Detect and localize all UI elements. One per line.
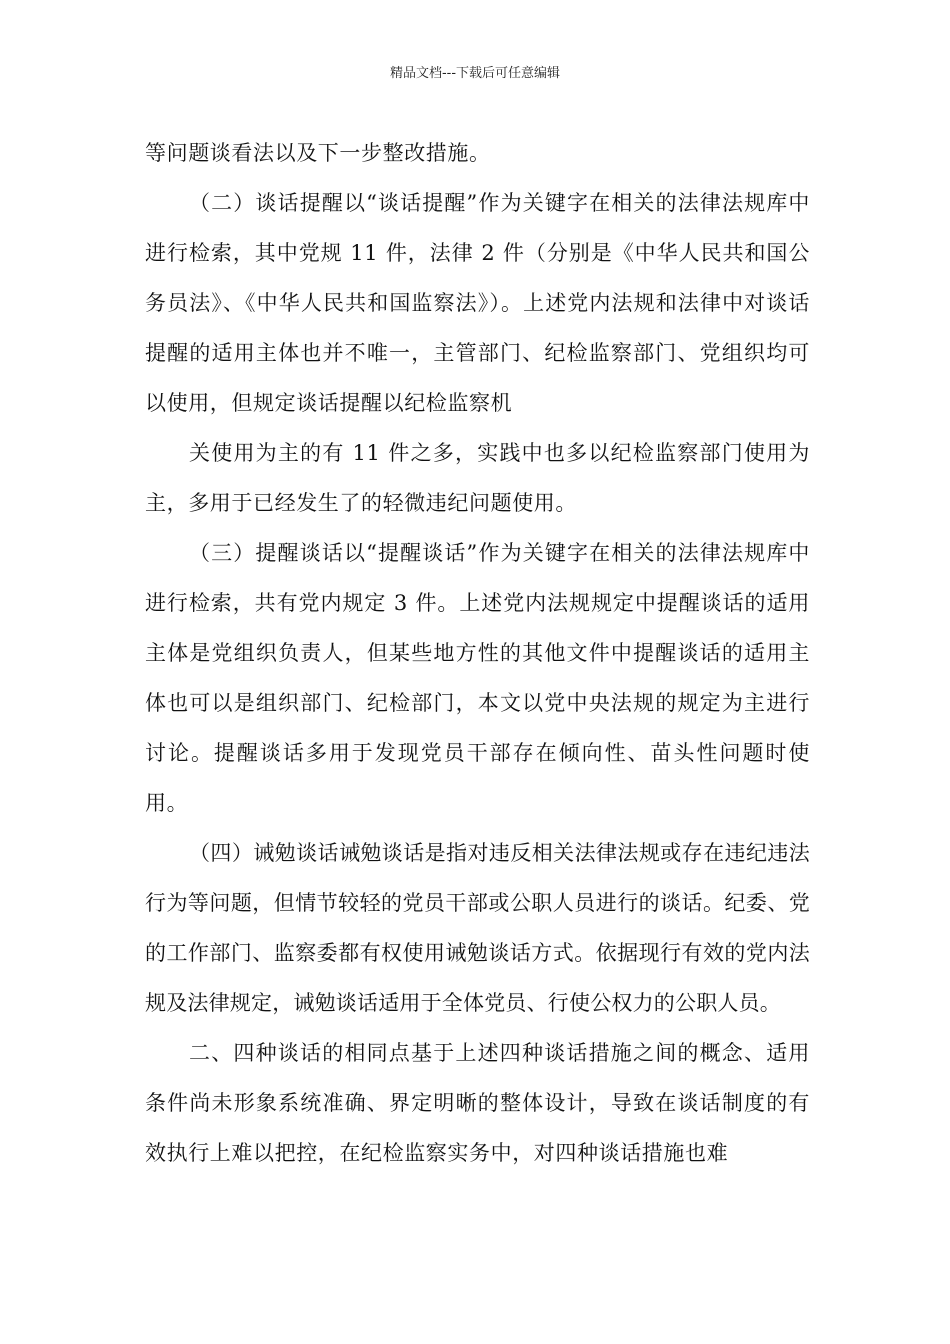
paragraph-5: （四）诫勉谈话诫勉谈话是指对违反相关法律法规或存在违纪违法行为等问题，但情节较轻的党员干部或公职人员进行的谈话。纪委、党的工作部门、监察委都有权使用诫勉谈话方式。依据现行有效的党内法规及法律规定，诫勉谈话适用于全体党员、行使公权力的公职人员。 bbox=[145, 841, 810, 1015]
paragraph-2: （二）谈话提醒以“谈话提醒”作为关键字在相关的法律法规库中进行检索，其中党规 11 件，法律 2 件（分别是《中华人民共和国公务员法》、《中华人民共和国监察法》）。上述党内法规和法律中对谈话提醒的适用主体也并不唯一，主管部门、纪检监察部门、党组织均可以使用，但规定谈话提醒以纪检监察机 bbox=[145, 191, 810, 415]
document-body bbox=[145, 128, 810, 1178]
paragraph-4: （三）提醒谈话以“提醒谈话”作为关键字在相关的法律法规库中进行检索，共有党内规定 3 件。上述党内法规规定中提醒谈话的适用主体是党组织负责人，但某些地方性的其他文件中提醒谈话的适用主体也可以是组织部门、纪检部门，本文以党中央法规的规定为主进行讨论。提醒谈话多用于发现党员干部存在倾向性、苗头性问题时使用。 bbox=[145, 541, 810, 815]
page-header: 精品文档---下载后可任意编辑 bbox=[389, 66, 561, 81]
paragraph-3: 关使用为主的有 11 件之多，实践中也多以纪检监察部门使用为主，多用于已经发生了的轻微违纪问题使用。 bbox=[145, 441, 810, 515]
paragraph-6: 二、四种谈话的相同点基于上述四种谈话措施之间的概念、适用条件尚未形象系统准确、界定明晰的整体设计，导致在谈话制度的有效执行上难以把控，在纪检监察实务中，对四种谈话措施也难 bbox=[145, 1041, 810, 1165]
paragraph-1: 等问题谈看法以及下一步整改措施。 bbox=[145, 141, 491, 165]
